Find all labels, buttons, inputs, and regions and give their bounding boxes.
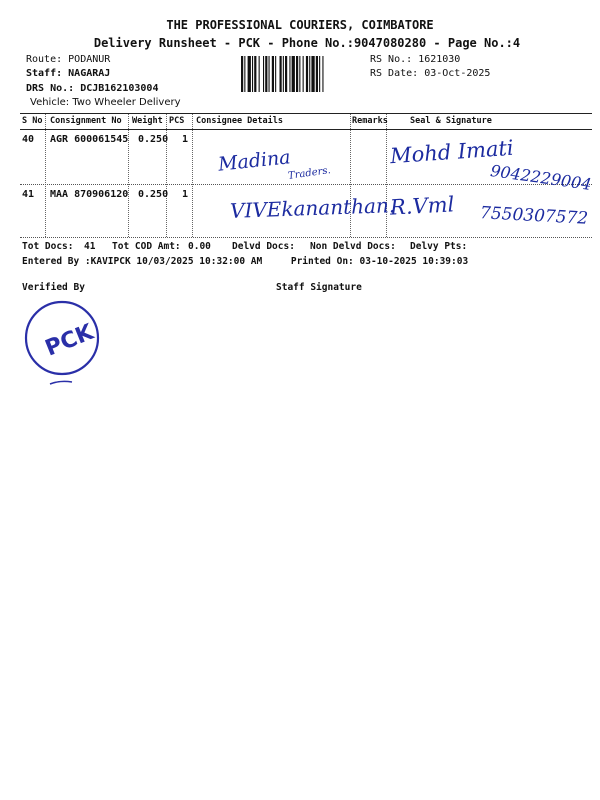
route-label: Route: — [26, 54, 63, 65]
rs-date-value: 03-Oct-2025 — [424, 68, 491, 79]
barcode-bar — [309, 56, 310, 92]
barcode-bar — [283, 56, 284, 92]
consignee-handwriting-2: Traders. — [287, 165, 332, 182]
pck-stamp — [20, 290, 110, 390]
row-consignment: AGR 600061545 — [50, 134, 129, 145]
signature-handwriting: R.Vml — [389, 192, 455, 220]
delvd-label: Delvd Docs: — [232, 241, 295, 252]
row-weight: 0.250 — [138, 189, 169, 200]
cod-label: Tot COD Amt: — [112, 241, 181, 252]
barcode-bar — [252, 56, 253, 92]
barcode-graphic — [240, 56, 366, 92]
row-consignment: MAA 870906120 — [50, 189, 129, 200]
col-sno: S No — [22, 116, 43, 126]
consignee-handwriting: VIVEkananthan. — [229, 193, 396, 223]
stamp-scribble — [50, 381, 72, 384]
barcode-bar — [289, 56, 290, 92]
barcode-bar — [244, 56, 245, 92]
rs-no-line — [370, 54, 460, 65]
barcode-bar — [265, 56, 267, 92]
printed-label: Printed On: — [290, 256, 354, 267]
verified-by-label: Verified By — [22, 282, 85, 293]
drs-label: DRS No.: — [26, 83, 75, 94]
barcode-bar — [303, 56, 304, 92]
barcode-bar — [316, 56, 318, 92]
rs-date-line — [370, 68, 490, 79]
barcode-bar — [322, 56, 323, 92]
barcode-bar — [306, 56, 308, 92]
row-pcs: 1 — [182, 134, 189, 145]
barcode-bar — [280, 56, 282, 92]
cod-value: 0.00 — [188, 241, 211, 252]
rs-no-value: 1621030 — [418, 54, 461, 65]
barcode-bar — [296, 56, 298, 92]
printed-value: 03-10-2025 10:39:03 — [359, 256, 469, 267]
barcode-bar — [241, 56, 243, 92]
col-weight: Weight — [132, 116, 163, 126]
row-weight: 0.250 — [138, 134, 169, 145]
row-pcs: 1 — [182, 189, 189, 200]
entered-label: Entered By : — [22, 256, 91, 267]
vehicle-label: Vehicle: — [30, 97, 70, 108]
entered-line — [22, 256, 468, 267]
row-sno: 40 — [22, 134, 35, 145]
signature-handwriting: Mohd Imati — [389, 135, 515, 169]
col-consignment: Consignment No — [50, 116, 122, 126]
entered-value: KAVIPCK 10/03/2025 10:32:00 AM — [90, 256, 263, 267]
barcode-bar — [272, 56, 274, 92]
rs-no-label: RS No.: — [370, 54, 413, 65]
vehicle-value: Two Wheeler Delivery — [72, 97, 181, 108]
stamp-graphic — [20, 290, 110, 390]
stamp-text: PCK — [41, 319, 98, 362]
barcode-bar — [292, 56, 295, 92]
staff-signature-label: Staff Signature — [276, 282, 362, 293]
tot-docs-value: 41 — [84, 241, 96, 252]
barcode-bar — [275, 56, 276, 92]
phone-handwriting: 7550307572 — [479, 203, 589, 229]
runsheet-subtitle: Delivery Runsheet - PCK - Phone No.:9047080280 - Page No.:4 — [93, 36, 521, 50]
non-delvd-label: Non Delvd Docs: — [310, 241, 396, 252]
delivery-table — [20, 113, 592, 238]
rs-date-label: RS Date: — [370, 68, 419, 79]
vehicle-line — [30, 97, 181, 108]
col-consignee: Consignee Details — [196, 116, 283, 126]
col-remarks: Remarks — [352, 116, 388, 126]
barcode-bar — [254, 56, 256, 92]
phone-handwriting: 9042229004 — [489, 161, 593, 194]
barcode-bar — [269, 56, 270, 92]
drs-line — [26, 83, 158, 94]
consignee-handwriting: Madina — [217, 146, 292, 176]
barcode-bar — [259, 56, 260, 92]
col-seal-signature: Seal & Signature — [410, 116, 492, 126]
col-pcs: PCS — [169, 116, 185, 126]
staff-line — [26, 68, 110, 79]
barcode-bar — [285, 56, 287, 92]
delvy-pts-label: Delvy Pts: — [410, 241, 468, 252]
barcode-bar — [263, 56, 264, 92]
barcode — [240, 56, 366, 92]
tot-docs-label: Tot Docs: — [22, 241, 74, 252]
company-title: THE PROFESSIONAL COURIERS, COIMBATORE — [166, 18, 434, 32]
barcode-bar — [311, 56, 314, 92]
staff-value: NAGARAJ — [68, 68, 111, 79]
barcode-bar — [319, 56, 320, 92]
barcode-bar — [299, 56, 300, 92]
staff-label: Staff: — [26, 68, 63, 79]
route-line — [26, 54, 110, 65]
route-value: PODANUR — [68, 54, 111, 65]
barcode-bar — [248, 56, 251, 92]
row-sno: 41 — [22, 189, 35, 200]
drs-value: DCJB162103004 — [80, 83, 159, 94]
